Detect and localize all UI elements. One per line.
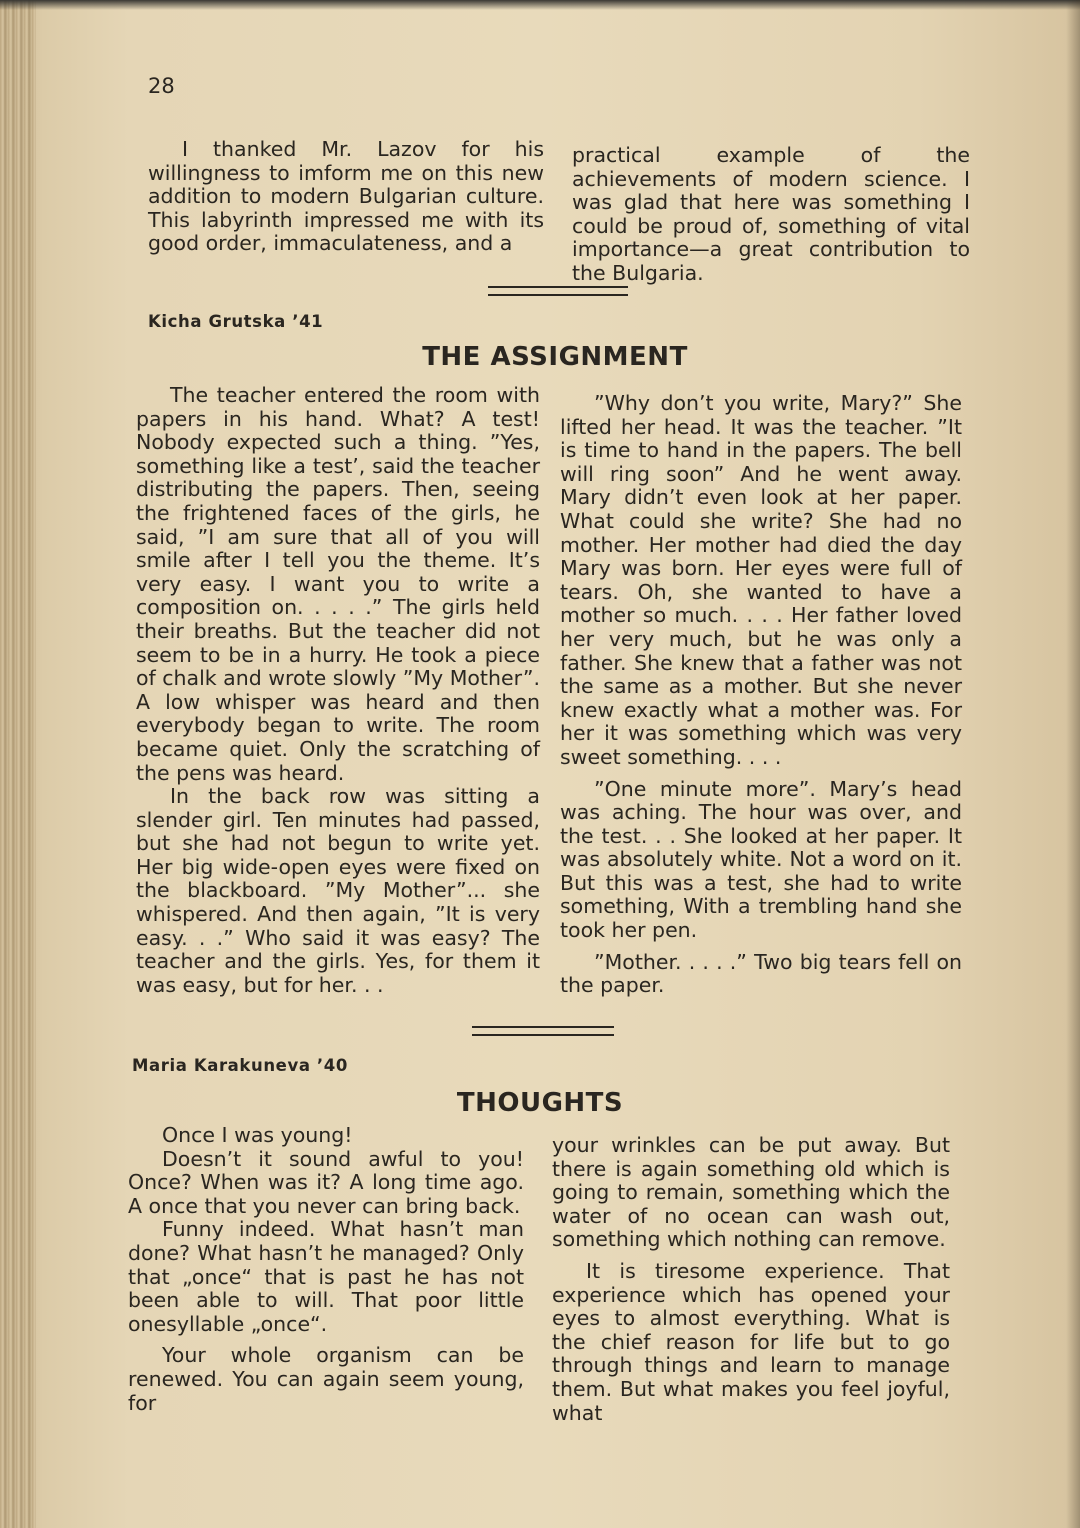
paragraph: It is tiresome experience. That experience which has opened your eyes to almost everything. What is the chief reason for life but to go through things and learn to manage them. But what makes you feel joyful, what [552, 1258, 950, 1425]
paragraph: ”Why don’t you write, Mary?” She lifted her head. It was the teacher. ”It is time to hand in the papers. The bell will ring soon” And he went away. Mary didn’t even look at her paper. What could she write? She had no mother. Her mother had died the day Mary was born. Her eyes were full of tears. Oh, she wanted to have a mother so much. . . . Her father loved her very much, but he was only a father. She knew that a father was not the same as a mother. But she never knew exactly what a mother was. For her it was something which was very sweet something. . . . [560, 391, 962, 769]
thoughts-right-column [552, 1134, 950, 1425]
paragraph: practical example of the achievements of modern science. I was glad that here was something I could be proud of, something of vital importance—a great contribution to the Bulgaria. [572, 143, 970, 285]
assignment-right-column [560, 392, 962, 998]
thoughts-left-column [128, 1124, 524, 1415]
page-number: 28 [148, 74, 175, 98]
paragraph: Your whole organism can be renewed. You can again seem young, for [128, 1343, 524, 1415]
thoughts-title: THOUGHTS [456, 1088, 624, 1118]
assignment-left-column [136, 384, 540, 997]
paragraph: The teacher entered the room with papers in his hand. What? A test! Nobody expected such a thing. ”Yes, something like a test’, said the teacher distributing the papers. Then, seeing the frightened faces of the girls, he said, ”I am sure that all of you will smile after I tell you the theme. It’s very easy. I want you to write a composition on. . . . .” The girls held their breaths. But the teacher did not seem to be in a hurry. He took a piece of chalk and wrote slowly ”My Mother”. A low whisper was heard and then everybody began to write. The room became quiet. Only the scratching of the pens was heard. [136, 383, 541, 785]
assignment-byline: Kicha Grutska ’41 [148, 312, 324, 331]
paragraph: In the back row was sitting a slender girl. Ten minutes had passed, but she had not begun to write yet. Her big wide-open eyes were fixed on the blackboard. ”My Mother”... she whispered. And then again, ”It is very easy. . .” Who said it was easy? The teacher and the girls. Yes, for them it was easy, but for her. . . [136, 784, 540, 997]
section-divider [488, 286, 628, 296]
binding-shadow [1066, 0, 1080, 1528]
thoughts-byline: Maria Karakuneva ’40 [132, 1056, 348, 1075]
top-shadow [0, 0, 1080, 10]
paragraph: ”One minute more”. Mary’s head was aching. The hour was over, and the test. . . She looked at her paper. It was absolutely white. Not a word on it. But this was a test, she had to write something, With a trembling hand she took her pen. [560, 776, 962, 943]
paragraph: Funny indeed. What hasn’t man done? What hasn’t he managed? Only that „once“ that is past he has not been able to will. That poor little onesyllable „once“. [128, 1217, 524, 1336]
assignment-title: THE ASSIGNMENT [422, 342, 688, 372]
previous-article-right-column [572, 144, 970, 286]
page-stack-edge [0, 0, 36, 1528]
paragraph: I thanked Mr. Lazov for his willingness to imform me on this new addition to modern Bulgarian culture. This labyrinth impressed me with its good order, immaculateness, and a [148, 137, 544, 256]
paragraph: Doesn’t it sound awful to you! Once? When was it? A long time ago. A once that you never can bring back. [128, 1146, 524, 1218]
paragraph: ”Mother. . . . .” Two big tears fell on the paper. [560, 949, 962, 998]
previous-article-left-column [148, 138, 544, 256]
paragraph: your wrinkles can be put away. But there is again something old which is going to remain, something which the water of no ocean can wash out, something which nothing can remove. [552, 1133, 950, 1252]
paragraph: Once I was young! [162, 1123, 353, 1147]
section-divider [472, 1026, 614, 1036]
